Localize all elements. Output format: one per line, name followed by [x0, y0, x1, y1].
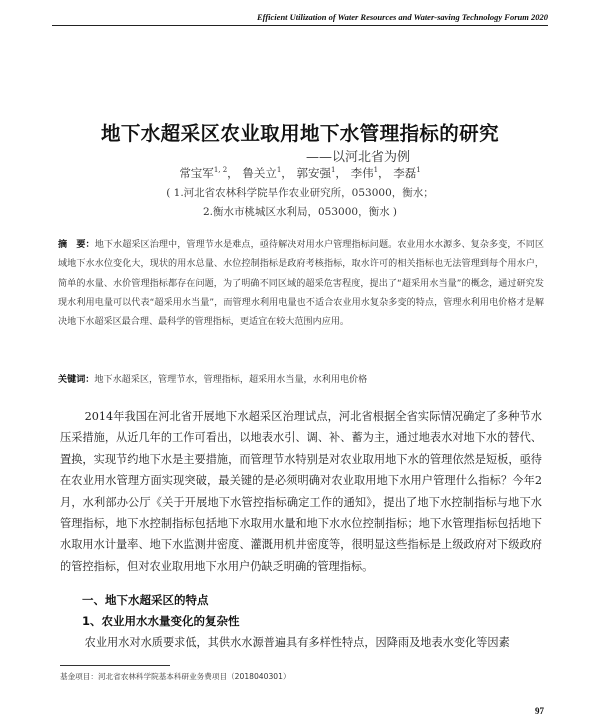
keywords-text: 地下水超采区，管理节水，管理指标，超采用水当量，水利用电价格: [94, 375, 368, 385]
author: 鲁关立: [242, 166, 277, 180]
author-affil-mark: 1: [330, 166, 336, 175]
footnote-rule: [60, 665, 170, 666]
affiliation-1: ( 1.河北省农林科学院旱作农业研究所，053000，衡水；: [166, 187, 434, 199]
keywords: [58, 372, 544, 385]
footnote: 基金项目：河北省农林科学院基本科研业务费项目（2018040301）: [60, 672, 291, 681]
subsection-heading: 1、农业用水水量变化的复杂性: [82, 614, 240, 628]
paper-subtitle: ——以河北省为例: [306, 150, 411, 165]
body-paragraph: 2014年我国在河北省开展地下水超采区治理试点，河北省根据全省实际情况确定了多种节水压采措施，从近几年的工作可看出，以地表水引、调、补、蓄为主，通过地表水对地下水的替代、置换，实现节约地下水是主要措施，而管理节水特别是对农业取用地下水的管理依然是短板，亟待在农业用水管理方面实现突破，最关键的是必须明确对农业取用地下水用户管理什么指标？今年2月，水利部办公厅《关于开展地下水管控指标确定工作的通知》，提出了地下水控制指标与地下水管理指标，地下水控制指标包括地下水取用水量和地下水水位控制指标；地下水管理指标包括地下水取用水计量率、地下水监测井密度、灌溉用机井密度等，很明显这些指标是上级政府对下级政府的管控指标，但对农业取用地下水用户仍缺乏明确的管理指标。: [60, 410, 542, 573]
author: 李磊: [393, 166, 417, 180]
affiliation-2: 2.衡水市桃城区水利局，053000，衡水 ): [202, 206, 398, 218]
body-text: [60, 406, 542, 577]
body-paragraph-continued: 农业用水对水质要求低，其供水水源普遍具有多样性特点，因降雨及地表水变化等因素: [84, 636, 510, 649]
keywords-label: 关键词：: [58, 375, 95, 385]
author: 郭安强: [296, 166, 331, 180]
abstract-text: 地下水超采区治理中，管理节水是难点，亟待解决对用水户管理指标问题。农业用水水源多、复杂多变，不同区域地下水水位变化大，现状的用水总量、水位控制指标是政府考核指标，取水许可的相关指标也无法管理到每个用水户，简单的水量、水价管理指标都存在问题，为了明确不同区域的超采危害程度，提出了“超采用水当量”的概念，通过研究发现水利用电量可以代表“超采用水当量”，而管理水利用电量也不适合农业用水复杂多变的特点，管理水利用电价格才是解决地下水超采区最合理、最科学的管理指标，更适宜在较大范围内应用。: [58, 240, 544, 328]
author-affil-mark: 1, 2: [213, 166, 228, 175]
section-heading: 一、地下水超采区的特点: [82, 593, 209, 607]
paper-title: 地下水超采区农业取用地下水管理指标的研究: [100, 122, 499, 145]
author: 常宝军: [179, 166, 214, 180]
author: 李伟: [350, 166, 374, 180]
abstract: [58, 236, 544, 332]
page-number: 97: [535, 706, 544, 716]
author-list: 常宝军$^{1, 2}$， 鲁关立$^1$， 郭安强$^1$， 李伟$^1$， 李磊$^1$: [179, 166, 421, 180]
author-affil-mark: 1: [276, 166, 282, 175]
abstract-label: 摘 要：: [58, 240, 95, 250]
running-header: Efficient Utilization of Water Resources and Water-saving Technology Forum 2020: [52, 12, 548, 26]
author-affil-mark: 1: [373, 166, 379, 175]
author-affil-mark: 1: [416, 166, 421, 175]
